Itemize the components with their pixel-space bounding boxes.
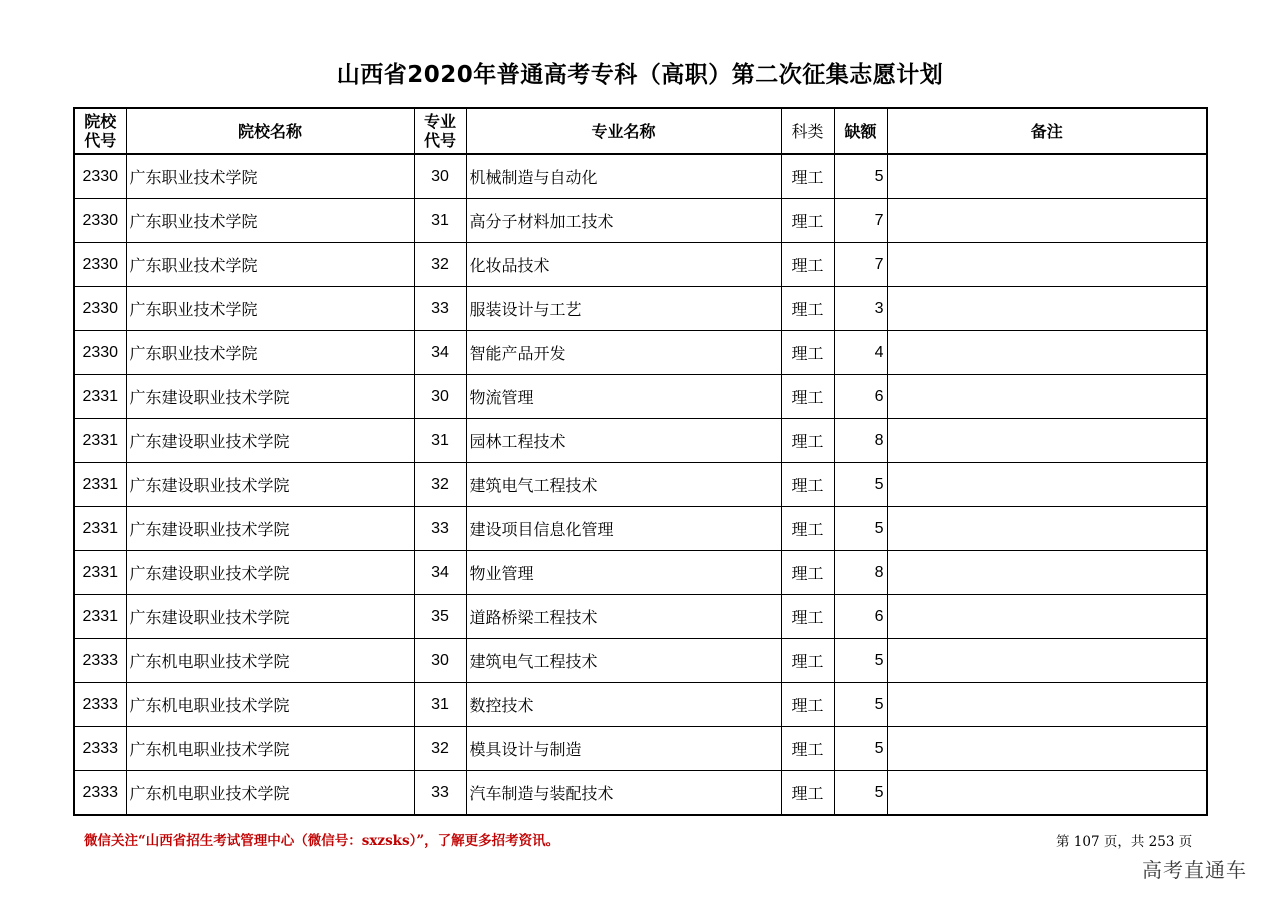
header-school-code-line2: 代号 [84,131,117,150]
cell-major-name: 建筑电气工程技术 [466,639,781,683]
cell-major-code: 31 [414,683,466,727]
cell-school-code: 2331 [74,375,126,419]
page-title: 山西省2020年普通高考专科（高职）第二次征集志愿计划 [336,62,944,88]
cell-category: 理工 [781,727,834,771]
table-row [74,771,1207,816]
table-row [74,507,1207,551]
cell-major-code: 33 [414,771,466,816]
cell-major-name: 园林工程技术 [466,419,781,463]
cell-school-code: 2331 [74,419,126,463]
cell-category: 理工 [781,551,834,595]
header-major-code [414,108,466,154]
cell-quota: 7 [834,243,887,287]
table-row [74,683,1207,727]
cell-note [887,243,1207,287]
header-school-code [74,108,126,154]
cell-school-name: 广东建设职业技术学院 [126,595,414,639]
cell-category: 理工 [781,507,834,551]
table-row [74,419,1207,463]
cell-category: 理工 [781,771,834,816]
table-row [74,595,1207,639]
table-row [74,199,1207,243]
header-row [74,108,1207,154]
table-row [74,551,1207,595]
cell-quota: 8 [834,419,887,463]
cell-quota: 3 [834,287,887,331]
cell-school-name: 广东机电职业技术学院 [126,639,414,683]
table-row [74,463,1207,507]
cell-category: 理工 [781,331,834,375]
cell-quota: 5 [834,639,887,683]
cell-school-code: 2333 [74,683,126,727]
cell-quota: 8 [834,551,887,595]
table-row [74,154,1207,199]
cell-quota: 5 [834,683,887,727]
cell-school-code: 2331 [74,551,126,595]
cell-major-code: 30 [414,375,466,419]
cell-school-name: 广东建设职业技术学院 [126,507,414,551]
cell-school-name: 广东职业技术学院 [126,331,414,375]
cell-major-code: 34 [414,331,466,375]
cell-major-name: 模具设计与制造 [466,727,781,771]
cell-quota: 5 [834,154,887,199]
table-row [74,375,1207,419]
cell-major-name: 服装设计与工艺 [466,287,781,331]
header-major-code-line2: 代号 [423,131,456,150]
cell-major-code: 32 [414,727,466,771]
cell-major-code: 33 [414,507,466,551]
watermark-text: 高考直通车 [1142,858,1247,882]
cell-major-code: 30 [414,639,466,683]
header-school-code-line1: 院校 [84,112,117,131]
cell-major-name: 数控技术 [466,683,781,727]
cell-major-name: 物业管理 [466,551,781,595]
header-major-code-line1: 专业 [423,112,456,131]
cell-major-name: 建筑电气工程技术 [466,463,781,507]
cell-major-name: 道路桥梁工程技术 [466,595,781,639]
cell-category: 理工 [781,154,834,199]
cell-major-name: 化妆品技术 [466,243,781,287]
cell-school-code: 2330 [74,331,126,375]
cell-school-name: 广东机电职业技术学院 [126,771,414,816]
cell-school-code: 2330 [74,154,126,199]
cell-school-code: 2330 [74,243,126,287]
cell-school-name: 广东建设职业技术学院 [126,463,414,507]
cell-quota: 5 [834,463,887,507]
cell-major-name: 智能产品开发 [466,331,781,375]
table-body [74,154,1207,815]
cell-school-name: 广东职业技术学院 [126,243,414,287]
cell-quota: 5 [834,727,887,771]
cell-major-code: 33 [414,287,466,331]
cell-major-name: 高分子材料加工技术 [466,199,781,243]
cell-quota: 6 [834,595,887,639]
cell-quota: 5 [834,507,887,551]
cell-quota: 6 [834,375,887,419]
cell-note [887,331,1207,375]
cell-major-code: 35 [414,595,466,639]
cell-note [887,463,1207,507]
table-header [74,108,1207,154]
cell-category: 理工 [781,419,834,463]
cell-category: 理工 [781,683,834,727]
cell-school-name: 广东职业技术学院 [126,154,414,199]
cell-note [887,595,1207,639]
table-row [74,331,1207,375]
table-row [74,639,1207,683]
cell-school-name: 广东建设职业技术学院 [126,419,414,463]
cell-quota: 5 [834,771,887,816]
cell-note [887,683,1207,727]
cell-major-name: 汽车制造与装配技术 [466,771,781,816]
cell-note [887,375,1207,419]
cell-school-name: 广东机电职业技术学院 [126,727,414,771]
cell-note [887,727,1207,771]
cell-school-name: 广东职业技术学院 [126,287,414,331]
plan-table [73,107,1208,816]
cell-major-code: 31 [414,199,466,243]
cell-note [887,639,1207,683]
cell-major-name: 机械制造与自动化 [466,154,781,199]
cell-major-code: 31 [414,419,466,463]
cell-note [887,419,1207,463]
header-quota: 缺额 [834,108,887,154]
cell-note [887,771,1207,816]
cell-category: 理工 [781,375,834,419]
page-number: 第 107 页，共 253 页 [1056,834,1193,850]
cell-note [887,551,1207,595]
header-category: 科类 [781,108,834,154]
cell-school-code: 2331 [74,507,126,551]
cell-school-name: 广东建设职业技术学院 [126,375,414,419]
header-major-name: 专业名称 [466,108,781,154]
cell-note [887,287,1207,331]
cell-school-code: 2331 [74,595,126,639]
table-row [74,727,1207,771]
cell-note [887,199,1207,243]
cell-school-code: 2333 [74,727,126,771]
cell-quota: 4 [834,331,887,375]
cell-school-code: 2333 [74,639,126,683]
cell-category: 理工 [781,199,834,243]
cell-school-name: 广东建设职业技术学院 [126,551,414,595]
cell-note [887,507,1207,551]
table-row [74,243,1207,287]
footer-notice: 微信关注“山西省招生考试管理中心（微信号：sxzsks）”，了解更多招考资讯。 [84,833,560,849]
cell-major-code: 32 [414,243,466,287]
cell-category: 理工 [781,463,834,507]
cell-major-code: 30 [414,154,466,199]
cell-major-code: 32 [414,463,466,507]
cell-category: 理工 [781,243,834,287]
cell-quota: 7 [834,199,887,243]
cell-school-name: 广东机电职业技术学院 [126,683,414,727]
header-note: 备注 [887,108,1207,154]
cell-school-code: 2331 [74,463,126,507]
cell-major-code: 34 [414,551,466,595]
cell-category: 理工 [781,287,834,331]
header-school-name: 院校名称 [126,108,414,154]
table-row [74,287,1207,331]
cell-category: 理工 [781,595,834,639]
cell-school-code: 2330 [74,287,126,331]
cell-school-code: 2333 [74,771,126,816]
cell-major-name: 物流管理 [466,375,781,419]
cell-school-name: 广东职业技术学院 [126,199,414,243]
cell-note [887,154,1207,199]
cell-school-code: 2330 [74,199,126,243]
cell-category: 理工 [781,639,834,683]
cell-major-name: 建设项目信息化管理 [466,507,781,551]
